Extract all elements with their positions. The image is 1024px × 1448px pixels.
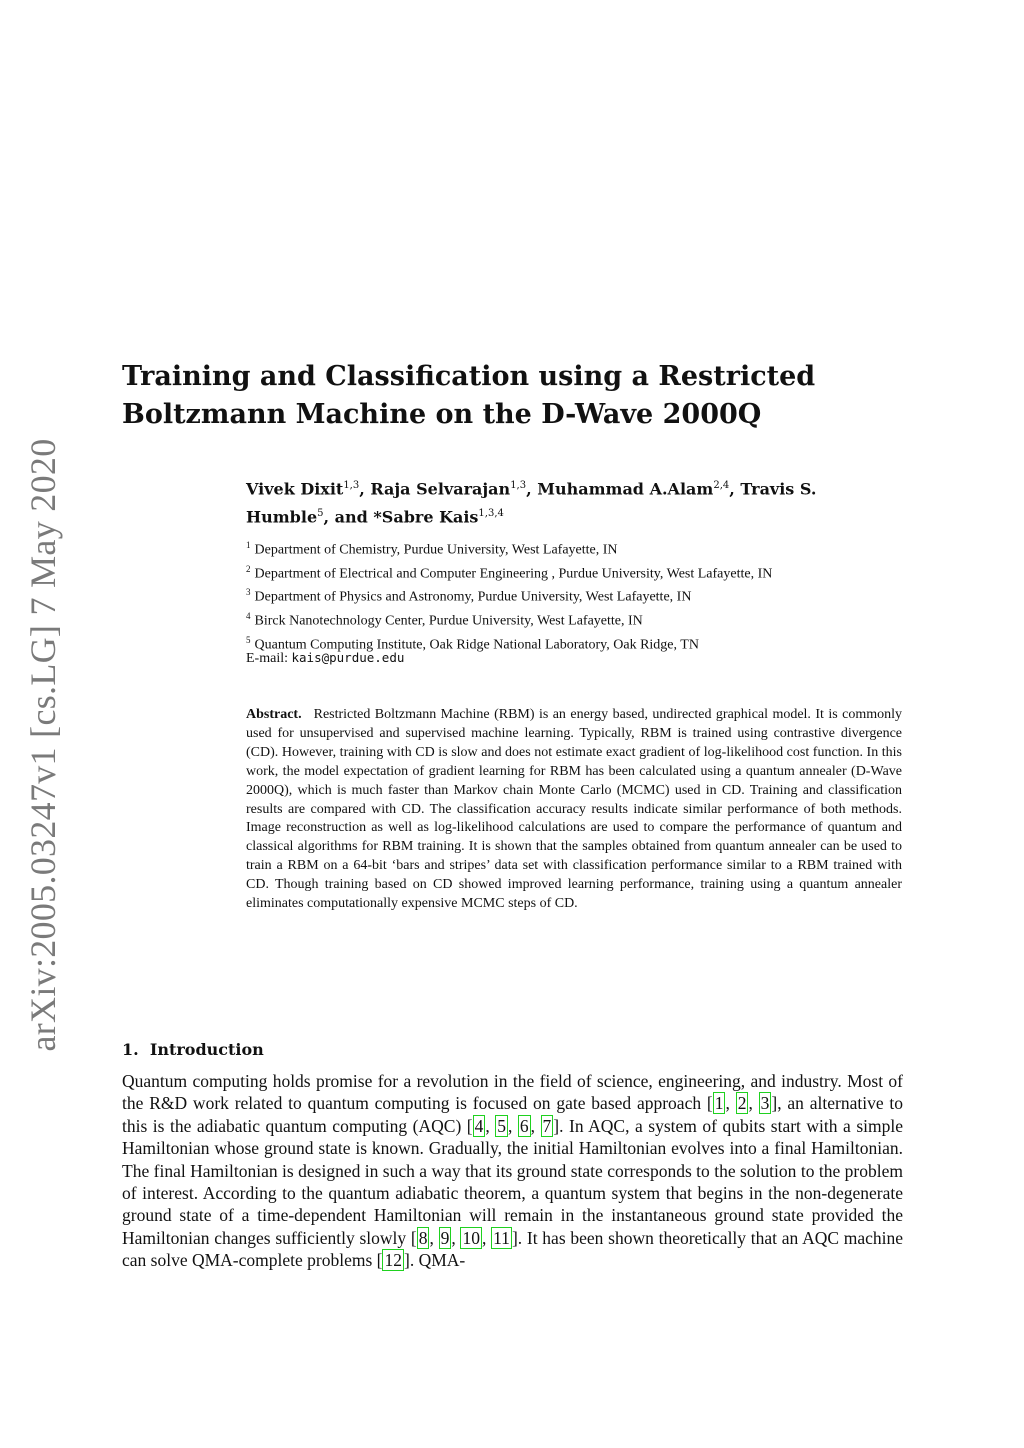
title-line-1: Training and Classification using a Restricted [122,361,816,392]
author-sup: 5 [317,508,324,520]
affiliation-text: Department of Electrical and Computer Engineering , Purdue University, West Lafayette, IN [254,566,773,582]
author-name: Travis S. Humble [246,479,817,527]
citation-link[interactable]: 5 [497,1115,507,1136]
author-name: Vivek Dixit [246,479,344,499]
author-sup: 2,4 [713,480,730,491]
intro-text: Quantum computing holds promise for a revolution in the field of science, engineering, and industry. Most of the R&D work related to quantum computing is focused on gate based approach [122,1071,903,1114]
contact-email [246,650,404,667]
abstract-label: Abstract. [246,707,302,722]
affiliation-item [246,607,906,631]
intro-text: . It has been shown theoretically that an AQC machine can solve QMA-complete problems [122,1227,904,1271]
author-sup: 1,3 [343,480,360,491]
arxiv-sidebar [18,438,68,1052]
abstract-text: Restricted Boltzmann Machine (RBM) is an energy based, undirected graphical model. It is commonly used for unsupervised and supervised machine learning. Typically, RBM is trained using contrastive divergence (CD). However, training with CD is slow and does not estimate exact gradient of log-likelihood cost function. In this work, the model expectation of gradient learning for RBM has been calculated using a quantum annealer (D-Wave 2000Q), which is much faster than Markov chain Monte Carlo (MCMC) used in CD. Training and classification results are compared with CD. The classification accuracy results indicate similar performance of both methods. Image reconstruction as well as log-likelihood calculations are used to compare the performance of quantum and classical algorithms for RBM training. It is shown that the samples obtained from quantum annealer can be used to train a RBM on a 64-bit ‘bars and stripes’ data set with classification performance similar to a RBM trained with CD. Though training based on CD showed improved learning performance, training using a quantum annealer eliminates computationally expensive MCMC steps of CD. [246,707,902,912]
affiliation-text: Quantum Computing Institute, Oak Ridge National Laboratory, Oak Ridge, TN [254,637,699,653]
abstract-block [246,706,902,914]
paper-title [122,358,822,434]
citation-link[interactable]: 8 [418,1227,428,1248]
section-number: 1. [122,1040,139,1059]
title-line-2: Boltzmann Machine on the D-Wave 2000Q [122,399,762,430]
affiliation-item [246,560,906,584]
intro-text: . In AQC, a system of qubits start with a simple Hamiltonian whose ground state is known. Gradually, the initial Hamiltonian evolves into a final Hamiltonian. The final Hamiltonian is designed in such a way that its ground state corresponds to the solution to the problem of interest. According to the quantum adiabatic theorem, a quantum system that begins in the non-degenerate ground state of a time-dependent Hamiltonian will remain in the instantaneous ground state provided the Hamiltonian changes sufficiently slowly [122,1115,903,1248]
citation-link[interactable]: 7 [542,1115,552,1136]
email-label: E-mail: [246,651,288,666]
section-heading [122,1040,264,1059]
intro-text: , an alternative to this is the adiabatic quantum computing (AQC) [122,1093,904,1136]
affiliation-number: 1 [246,540,251,550]
citation-link[interactable]: 11 [493,1227,510,1248]
affiliation-number: 2 [246,563,251,574]
affiliation-text: Department of Physics and Astronomy, Purdue University, West Lafayette, IN [254,589,692,605]
affiliation-number: 3 [246,587,251,598]
affiliation-item [246,536,906,560]
intro-paragraph: Quantum computing holds promise for a revolution in the field of science, engineering, and industry. Most of the R&D work related to quantum computing is focused on gate based approach [ 1 , 2 , 3 ], an alternative to this is the adiabatic quantum computing (AQC) [ 4 , 5 , 6 , 7 ]. In AQC, a system of qubits start with a simple Hamiltonian whose ground state is known. Gradually, the initial Hamiltonian evolves into a final Hamiltonian. The final Hamiltonian is designed in such a way that its ground state corresponds to the solution to the problem of interest. According to the quantum adiabatic theorem, a quantum system that begins in the non-degenerate ground state of a time-dependent Hamiltonian will remain in the instantaneous ground state provided the Hamiltonian changes sufficiently slowly [ 8 , 9 , 10 , 11 ]. It has been shown theoretically that an AQC machine can solve QMA-complete problems [ 12 ]. QMA- [122,1071,904,1271]
affiliation-number: 4 [246,610,251,621]
author-list: Vivek Dixit$^{1,3}$, Raja Selvarajan$^{1,3}$, Muhammad A.Alam$^{2,4}$, Travis S. Humble$^5$, and *Sabre Kais$^{1,3,4}$ [246,479,817,527]
citation-link[interactable]: 2 [737,1093,747,1114]
author-name: *Sabre Kais [373,507,479,527]
citation-link[interactable]: 12 [384,1250,402,1271]
citation-link[interactable]: 6 [519,1115,529,1136]
intro-text: . QMA- [409,1250,466,1271]
email-address[interactable]: kais@purdue.edu [291,650,405,665]
affiliation-item [246,583,906,607]
author-sup: 1,3 [510,480,527,491]
citation-link[interactable]: 4 [474,1115,484,1136]
citation-link[interactable]: 1 [714,1093,724,1114]
section-title: Introduction [149,1040,264,1059]
author-name: Muhammad A.Alam [537,479,714,499]
citation-link[interactable]: 10 [462,1227,480,1248]
affiliation-text: Birck Nanotechnology Center, Purdue University, West Lafayette, IN [254,613,643,629]
author-name: Raja Selvarajan [370,479,511,499]
affiliation-list [246,536,906,654]
affiliation-text: Department of Chemistry, Purdue University, West Lafayette, IN [254,542,618,558]
citation-link[interactable]: 3 [760,1093,770,1114]
author-connector: and [334,507,368,527]
author-sup: 1,3,4 [478,508,504,520]
affiliation-number: 5 [246,634,251,645]
citation-link[interactable]: 9 [440,1227,450,1248]
arxiv-identifier: arXiv:2005.03247v1 [cs.LG] 7 May 2020 [23,438,63,1052]
